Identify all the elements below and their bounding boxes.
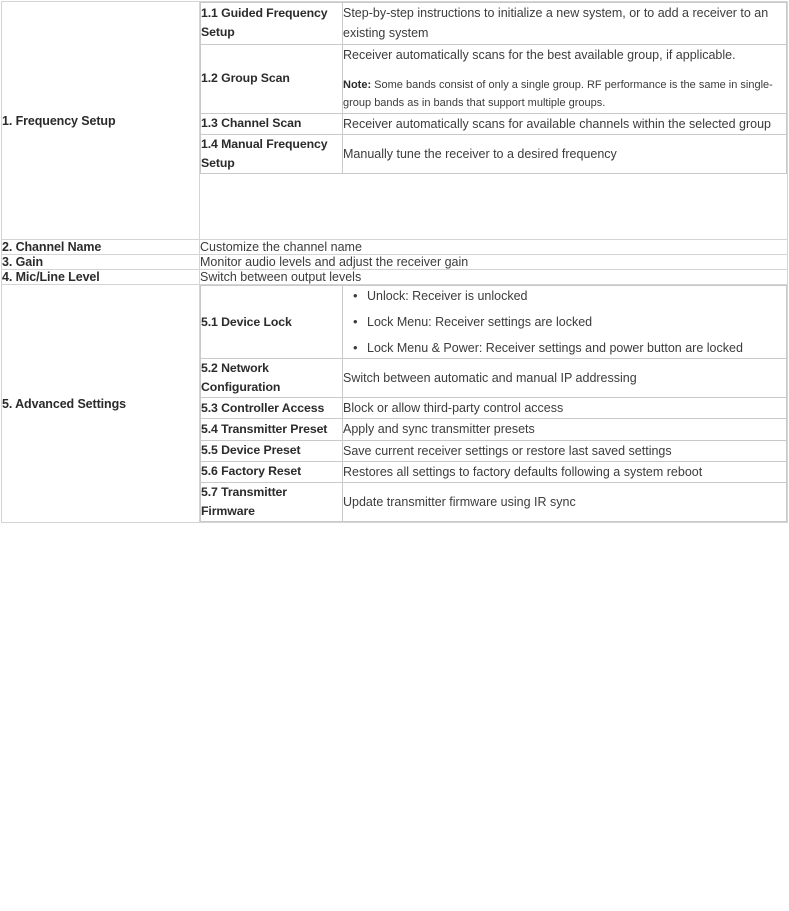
subsection-desc-manual-frequency-setup	[343, 134, 787, 173]
table-row	[201, 440, 787, 461]
subsection-desc-device-lock	[343, 286, 787, 359]
paragraph: Apply and sync transmitter presets	[343, 422, 535, 437]
subsection-desc-transmitter-firmware	[343, 483, 787, 522]
subsection-label-transmitter-firmware: 5.7 Transmitter Firmware	[201, 483, 343, 522]
table-row	[201, 359, 787, 398]
paragraph: Step-by-step instructions to initialize a new system, or to add a receiver to an existing system	[343, 6, 769, 41]
table-row	[2, 285, 788, 523]
table-row	[201, 286, 787, 359]
paragraph: Receiver automatically scans for the best available group, if applicable.	[343, 47, 736, 62]
paragraph: Manually tune the receiver to a desired frequency	[343, 146, 617, 161]
device-lock-option-list	[343, 286, 786, 358]
section-label-mic-line-level: 4. Mic/Line Level	[2, 270, 200, 285]
section-label-channel-name: 2. Channel Name	[2, 240, 200, 255]
table-row	[201, 461, 787, 482]
subsection-label-controller-access: 5.3 Controller Access	[201, 398, 343, 419]
subsection-label-guided-frequency-setup: 1.1 Guided Frequency Setup	[201, 3, 343, 45]
section-desc-mic-line-level: Switch between output levels	[200, 270, 788, 285]
subsection-desc-factory-reset	[343, 461, 787, 482]
table-row	[2, 270, 788, 285]
note-paragraph	[343, 76, 786, 113]
table-row	[201, 44, 787, 113]
section-label-gain: 3. Gain	[2, 255, 200, 270]
subsection-label-manual-frequency-setup: 1.4 Manual Frequency Setup	[201, 134, 343, 173]
paragraph: Save current receiver settings or restore last saved settings	[343, 443, 672, 458]
subsection-desc-transmitter-preset	[343, 419, 787, 440]
nested-table-frequency-setup	[200, 2, 787, 174]
table-row	[201, 483, 787, 522]
subsection-label-transmitter-preset: 5.4 Transmitter Preset	[201, 419, 343, 440]
section-content-advanced-settings	[200, 285, 788, 523]
subsection-label-group-scan: 1.2 Group Scan	[201, 44, 343, 113]
table-row	[2, 2, 788, 240]
paragraph: Restores all settings to factory defaults following a system reboot	[343, 464, 703, 479]
subsection-desc-guided-frequency-setup	[343, 3, 787, 45]
table-row	[201, 113, 787, 134]
settings-overview-body	[2, 2, 788, 523]
section-content-frequency-setup	[200, 2, 788, 240]
table-row	[2, 240, 788, 255]
subsection-label-factory-reset: 5.6 Factory Reset	[201, 461, 343, 482]
list-item: • Lock Menu & Power: Receiver settings and power button are locked	[367, 338, 786, 358]
section-label-advanced-settings: 5. Advanced Settings	[2, 285, 200, 523]
paragraph: Receiver automatically scans for available channels within the selected group	[343, 116, 772, 131]
note-keyword: Note:	[343, 78, 372, 91]
paragraph: Block or allow third-party control access	[343, 401, 564, 416]
subsection-desc-group-scan	[343, 44, 787, 113]
section-label-frequency-setup: 1. Frequency Setup	[2, 2, 200, 240]
paragraph: Update transmitter firmware using IR sync	[343, 495, 576, 510]
subsection-label-network-configuration: 5.2 Network Configuration	[201, 359, 343, 398]
subsection-label-channel-scan: 1.3 Channel Scan	[201, 113, 343, 134]
table-row	[201, 398, 787, 419]
subsection-label-device-preset: 5.5 Device Preset	[201, 440, 343, 461]
note-text: Some bands consist of only a single group. RF performance is the same in single-group bands as in bands that support multiple groups.	[343, 78, 773, 110]
section-desc-gain: Monitor audio levels and adjust the receiver gain	[200, 255, 788, 270]
subsection-desc-device-preset	[343, 440, 787, 461]
subsection-desc-network-configuration	[343, 359, 787, 398]
list-item: • Unlock: Receiver is unlocked	[367, 286, 786, 306]
table-row	[201, 419, 787, 440]
table-row	[201, 3, 787, 45]
list-item: • Lock Menu: Receiver settings are locked	[367, 312, 786, 332]
nested-table-advanced-settings	[200, 285, 787, 522]
subsection-label-device-lock: 5.1 Device Lock	[201, 286, 343, 359]
table-row	[2, 255, 788, 270]
table-row	[201, 134, 787, 173]
subsection-desc-controller-access	[343, 398, 787, 419]
section-desc-channel-name: Customize the channel name	[200, 240, 788, 255]
subsection-desc-channel-scan	[343, 113, 787, 134]
settings-overview-table	[1, 1, 788, 523]
paragraph: Switch between automatic and manual IP addressing	[343, 370, 637, 385]
